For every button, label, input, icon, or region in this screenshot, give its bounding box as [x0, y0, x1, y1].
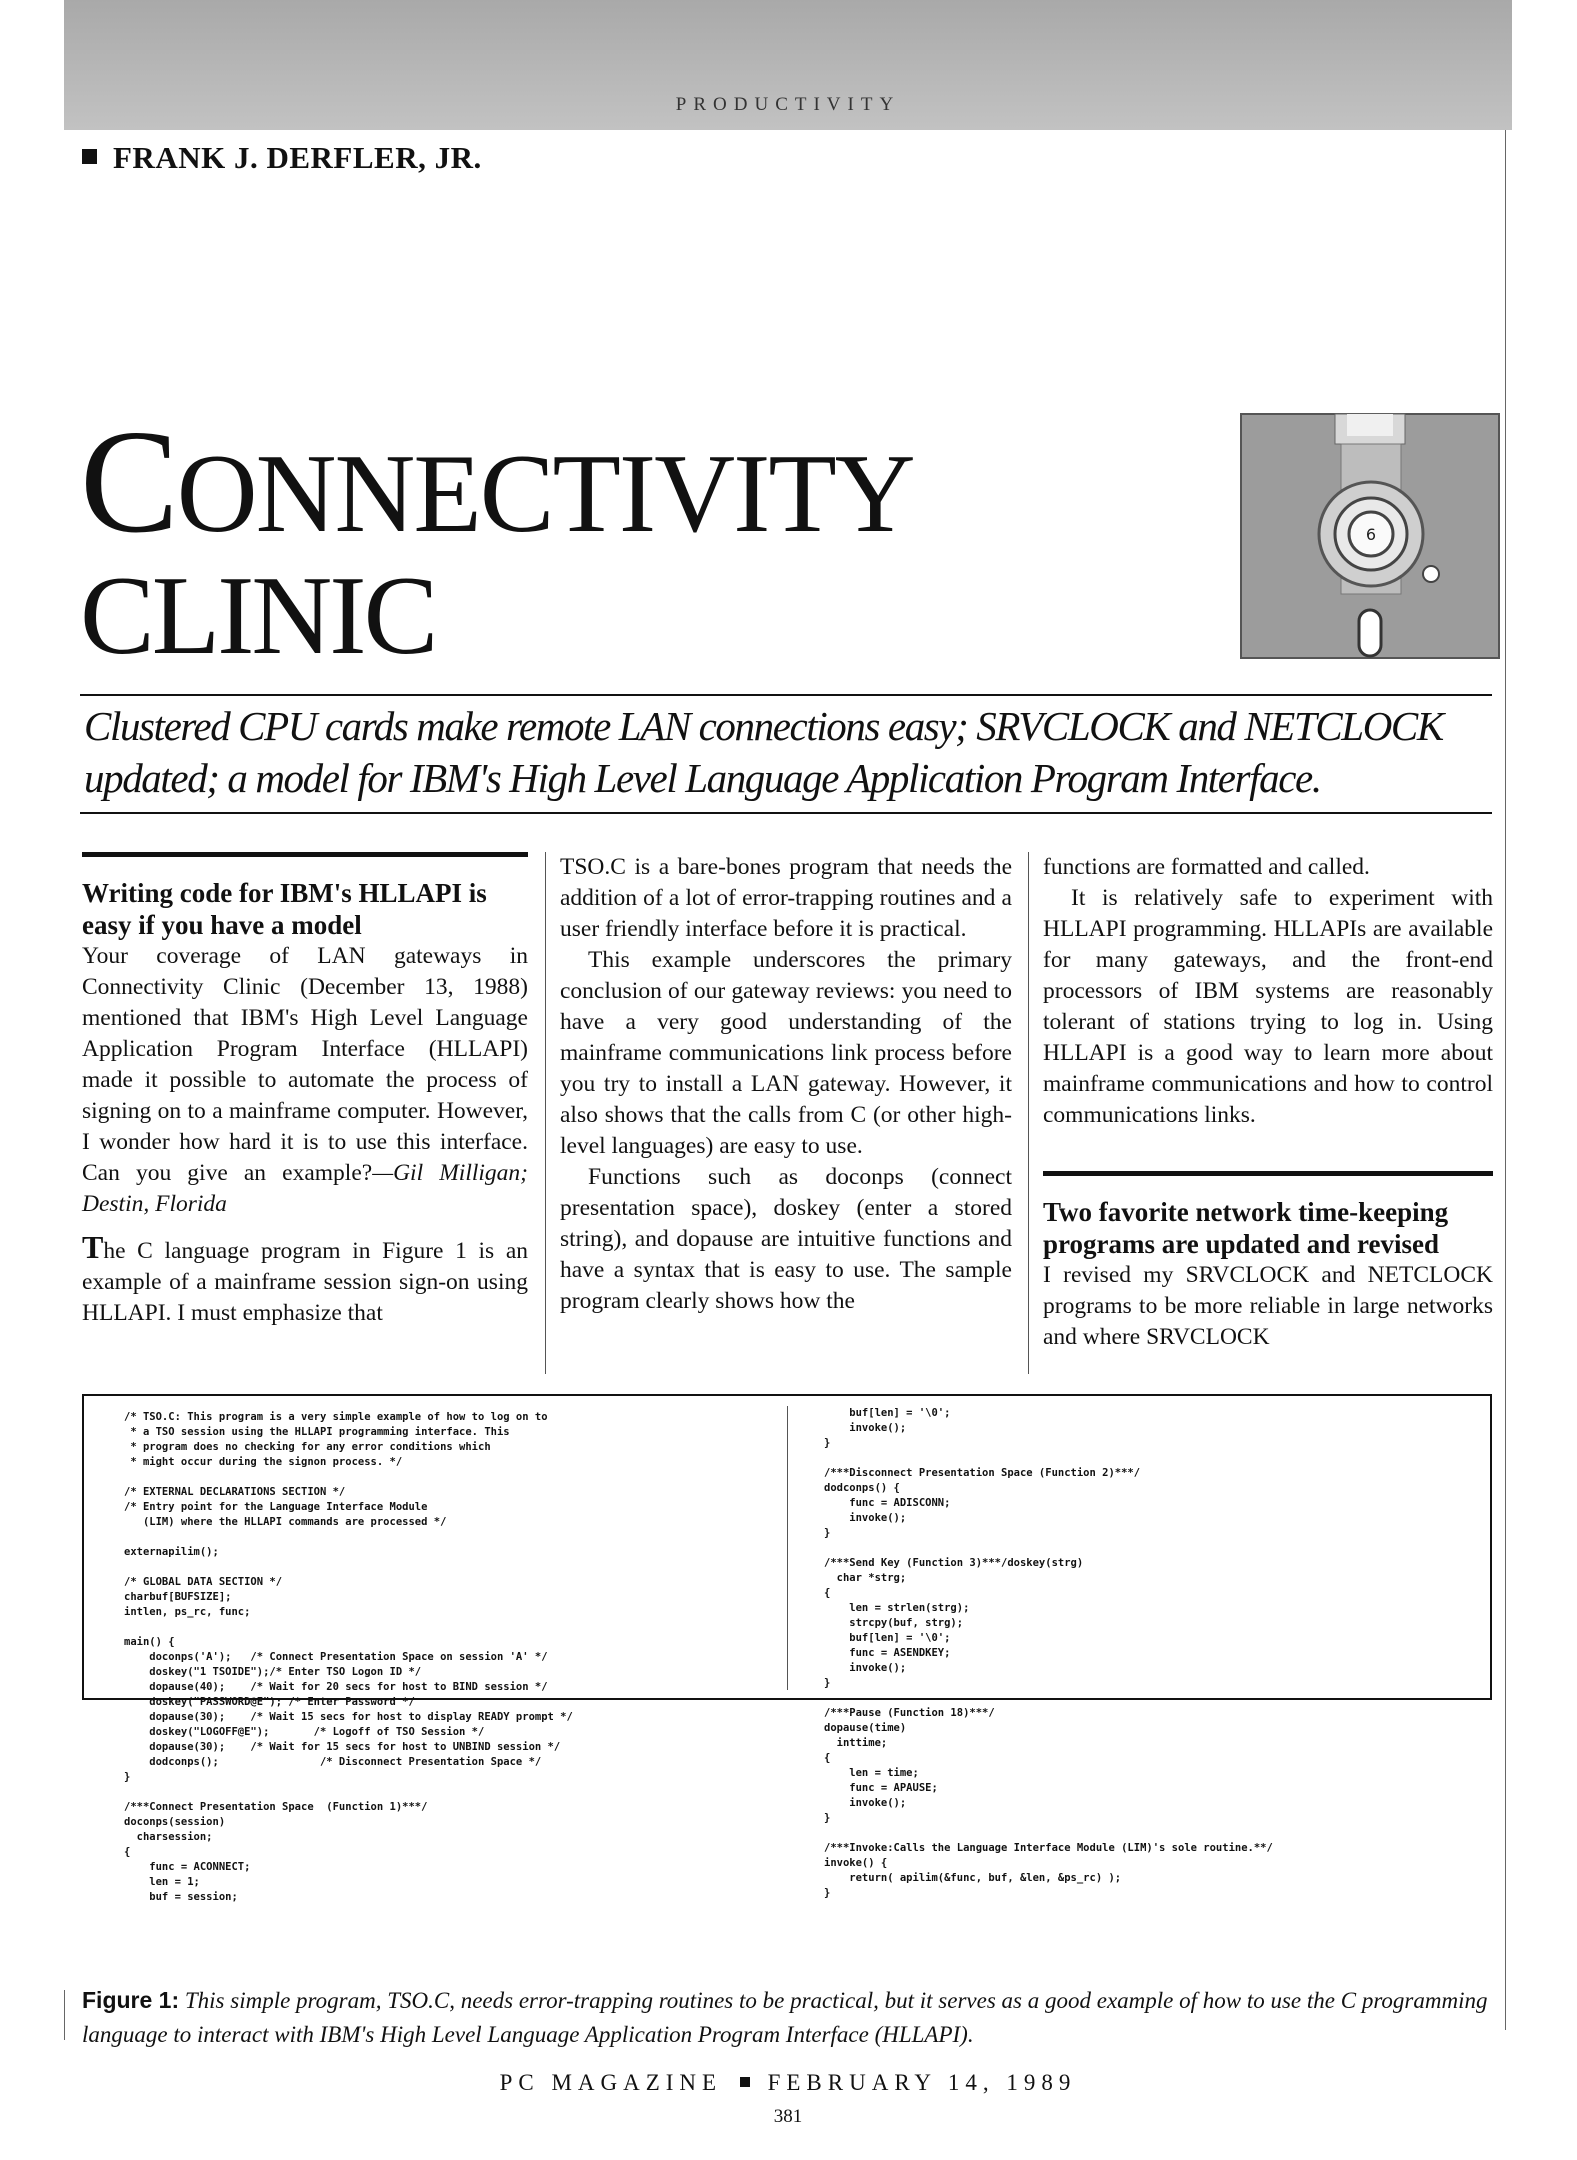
body-paragraph: functions are formatted and called.: [1043, 854, 1370, 880]
article-deck: Clustered CPU cards make remote LAN connections easy; SRVCLOCK and NETCLOCK updated; a model for IBM's High Level Language Application Program Interface.: [84, 703, 1443, 802]
body-paragraph: This example underscores the primary conclusion of our gateway reviews: you need to have a very good understanding of the mainframe communications link process before you try to install a LAN gateway. However, it also shows that the calls from C (or other high-level languages) are easy to use.: [560, 947, 1012, 1159]
caption-text: This simple program, TSO.C, needs error-trapping routines to be practical, but it serves as a good example of how to use the C programming language to interact with IBM's High Level Language Application Program Interface (HLLAPI).: [82, 1988, 1488, 2047]
body-paragraph: Functions such as doconps (connect presentation space), doskey (enter a stored string), and dopause are intuitive functions and have a syntax that is easy to use. The sample program clearly shows how the: [560, 1164, 1012, 1314]
body-paragraph: I revised my SRVCLOCK and NETCLOCK programs to be more reliable in large networks and where SRVCLOCK: [1043, 1262, 1493, 1350]
title-line-2: CLINIC: [80, 554, 436, 678]
code-listing-right: buf[len] = '\0'; invoke(); } /***Disconnect Presentation Space (Function 2)***/ dodconps() { func = ADISCONN; invoke(); } /***Send Key (Function 3)***/doskey(strg) char *strg; { len = strlen(strg); strcpy(buf, strg); buf[len] = '\0'; func = ASENDKEY; invoke(); } /***Pause (Function 18)***/ dopause(time) inttime; { len = time; func = APAUSE; invoke(); } /***Invoke:Calls the Language Interface Module (LIM)'s sole routine.**/ invoke() { return( apilim(&func, buf, &len, &ps_rc) ); }: [824, 1407, 1273, 1899]
floppy-disk-icon: [1235, 408, 1507, 664]
column-3-subhead-block: [1043, 1171, 1493, 1260]
title-line-1: CONNECTIVITY: [80, 400, 914, 564]
svg-text:6: 6: [1365, 525, 1377, 544]
figure-label: Figure 1:: [82, 1987, 180, 2013]
column-1: [82, 852, 528, 1329]
reader-letter: Your coverage of LAN gateways in Connectivity Clinic (December 13, 1988) mentioned that IBM's High Level Language Application Program Interface (HLLAPI) made it possible to automate the process of signing on to a mainframe computer. However, I wonder how hard it is to use this interface. Can you give an example?—Gil Milligan; Destin, Florida: [82, 943, 528, 1217]
subhead-time-keeping: Two favorite network time-keeping programs are updated and revised: [1043, 1197, 1449, 1259]
letter-signature: —Gil Milligan; Destin, Florida: [82, 1160, 528, 1217]
issue-date: FEBRUARY 14, 1989: [767, 2070, 1077, 2095]
column-divider: [1028, 852, 1029, 1374]
title-rule: [80, 694, 1492, 696]
deck-rule: [80, 812, 1492, 814]
page-footer: [64, 2070, 1512, 2096]
code-listing-left: /* TSO.C: This program is a very simple example of how to log on to * a TSO session using the HLLAPI programming interface. This * program does no checking for any error conditions which * might occur during the signon process. */ /* EXTERNAL DECLARATIONS SECTION */ /* Entry point for the Language Interface Module (LIM) where the HLLAPI commands are processed */ externapilim(); /* GLOBAL DATA SECTION */ charbuf[BUFSIZE]; intlen, ps_rc, func; main() { doconps('A'); /* Connect Presentation Space on session 'A' */ doskey("1 TSOIDE");/* Enter TSO Logon ID */ dopause(40); /* Wait for 20 secs for host to BIND session */ doskey("PASSWORD@E"); /* Enter Password */ dopause(30); /* Wait 15 secs for host to display READY prompt */ doskey("LOGOFF@E"); /* Logoff of TSO Session */ dopause(30); /* Wait for 15 secs for host to UNBIND session */ dodconps(); /* Disconnect Presentation Space */ } /***Connect Presentation Space (Function 1)***/ doconps(session) charsession; { func = ACONNECT; len = 1; buf = session;: [124, 1411, 573, 1903]
code-divider: [787, 1406, 788, 1690]
bullet-square-icon: [82, 149, 97, 164]
column-2: [560, 852, 1012, 1317]
section-label: PRODUCTIVITY: [675, 94, 901, 115]
body-paragraph: TSO.C is a bare-bones program that needs the addition of a lot of error-trapping routines and a user friendly interface before it is practical.: [560, 854, 1012, 942]
left-margin-rule: [64, 1990, 65, 2040]
page-number: 381: [773, 2106, 803, 2127]
footer-bullet-icon: [740, 2077, 750, 2087]
byline: [82, 140, 482, 176]
column-3: [1043, 852, 1493, 1353]
author-name: FRANK J. DERFLER, JR.: [113, 140, 482, 175]
body-paragraph: It is relatively safe to experiment with HLLAPI programming. HLLAPIs are available for many gateways, and the front-end processors of IBM systems are reasonably tolerant of stations trying to log in. Using HLLAPI is a good way to learn more about mainframe communications and how to control communications links.: [1043, 885, 1493, 1128]
answer-paragraph: The C language program in Figure 1 is an example of a mainframe session sign-on using HLLAPI. I must emphasize that: [82, 1229, 528, 1326]
subhead-hllapi: Writing code for IBM's HLLAPI is easy if you have a model: [82, 878, 487, 940]
magazine-name: PC MAGAZINE: [499, 2070, 723, 2095]
column-1-subhead-block: [82, 852, 528, 941]
figure-caption: [82, 1983, 1492, 2052]
figure-1-code-listing: [82, 1394, 1492, 1903]
column-divider: [545, 852, 546, 1374]
drop-cap: T: [82, 1229, 104, 1265]
